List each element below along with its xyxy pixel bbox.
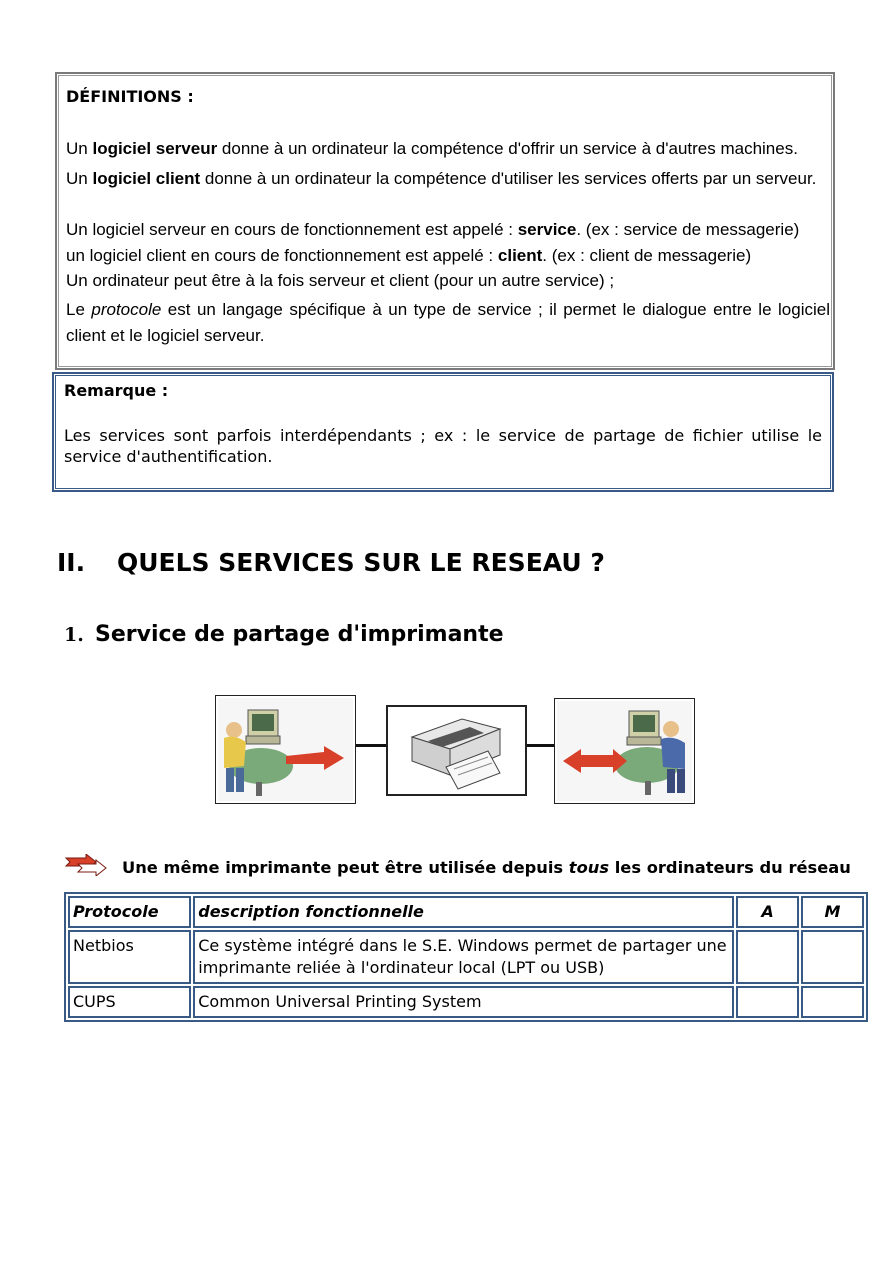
table-row <box>68 930 864 984</box>
a-cell <box>736 986 799 1018</box>
section-title: QUELS SERVICES SUR LE RESEAU ? <box>117 548 605 577</box>
printer-image <box>386 705 527 796</box>
section-heading <box>57 548 605 577</box>
protocol-table <box>64 892 868 1022</box>
table-header-row <box>68 896 864 928</box>
remark-text: Les services sont parfois interdépendants ; ex : le service de partage de fichier utilise le service d'authentification. <box>64 426 822 466</box>
client-computer-left-image <box>215 695 356 804</box>
column-header-protocol: Protocole <box>68 896 191 928</box>
definition-protocol: Le protocole est un langage spécifique à un type de service ; il permet le dialogue entre le logiciel client et le logiciel serveur. <box>66 300 830 345</box>
remark-heading: Remarque : <box>64 381 169 400</box>
column-header-a: A <box>736 896 799 928</box>
printer-icon <box>388 707 525 794</box>
connection-line <box>356 744 386 747</box>
subsection-title: Service de partage d'imprimante <box>95 622 504 647</box>
connection-line <box>527 744 554 747</box>
description-cell: Ce système intégré dans le S.E. Windows permet de partager une imprimante reliée à l'ordinateur local (LPT ou USB) <box>193 930 734 984</box>
user-computer-icon <box>216 696 355 803</box>
m-cell <box>801 930 864 984</box>
definition-server-software: Un logiciel serveur donne à un ordinateur la compétence d'offrir un service à d'autres machines. <box>66 139 798 158</box>
description-cell: Common Universal Printing System <box>193 986 734 1018</box>
column-header-description: description fonctionnelle <box>193 896 734 928</box>
section-number: II. <box>57 548 86 577</box>
definitions-heading: DÉFINITIONS : <box>66 87 194 106</box>
subsection-heading <box>64 622 504 647</box>
definition-client: un logiciel client en cours de fonctionnement est appelé : client. (ex : client de messagerie) <box>66 246 752 265</box>
table-row <box>68 986 864 1018</box>
client-computer-right-image <box>554 698 695 804</box>
protocol-cell: Netbios <box>68 930 191 984</box>
a-cell <box>736 930 799 984</box>
arrow-icon <box>64 854 108 880</box>
protocol-cell: CUPS <box>68 986 191 1018</box>
note-text: Une même imprimante peut être utilisée depuis tous les ordinateurs du réseau <box>122 858 851 877</box>
definition-client-software: Un logiciel client donne à un ordinateur la compétence d'utiliser les services offerts par un serveur. <box>66 169 817 188</box>
definition-server-and-client: Un ordinateur peut être à la fois serveur et client (pour un autre service) ; <box>66 271 615 290</box>
column-header-m: M <box>801 896 864 928</box>
subsection-number: 1. <box>64 624 84 646</box>
definition-service: Un logiciel serveur en cours de fonctionnement est appelé : service. (ex : service de messagerie) <box>66 220 800 239</box>
user-computer-icon <box>555 699 694 803</box>
m-cell <box>801 986 864 1018</box>
